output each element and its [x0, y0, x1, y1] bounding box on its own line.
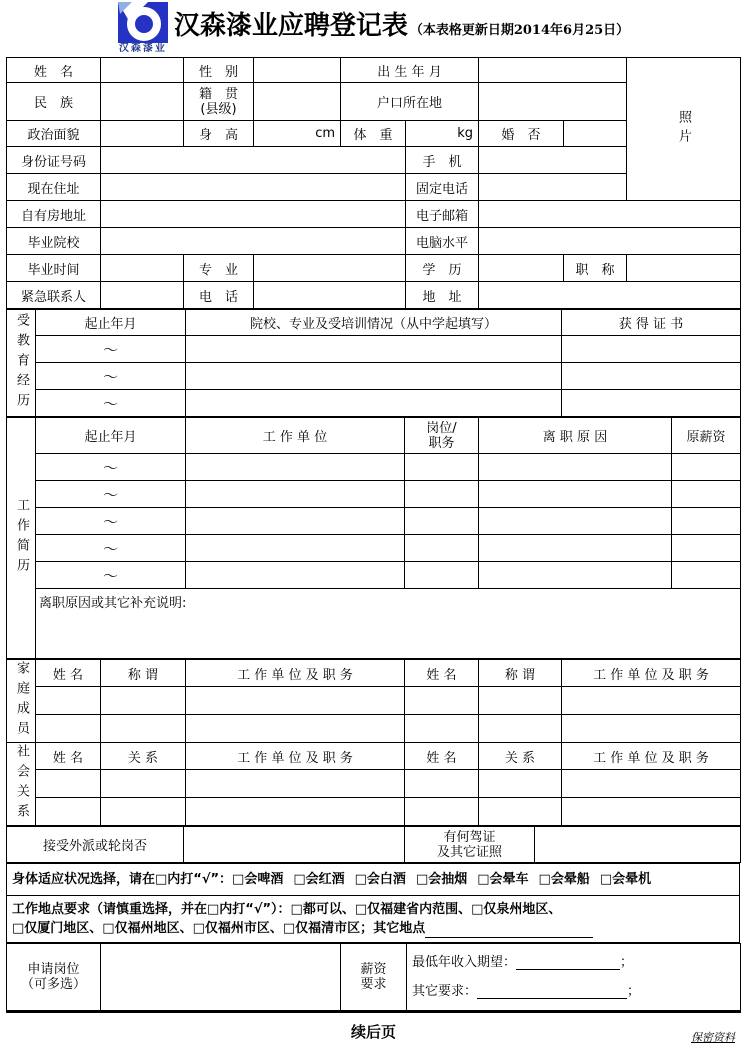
married-label: 婚 否: [479, 121, 564, 147]
work-salary-input[interactable]: [672, 481, 741, 508]
grad-time-input-cell[interactable]: [101, 255, 184, 282]
family-work-input[interactable]: [562, 715, 741, 743]
family-col-name: 姓 名: [405, 660, 479, 687]
work-position-input[interactable]: [405, 535, 479, 562]
degree-label: 学 历: [406, 255, 479, 282]
family-work-input[interactable]: [186, 715, 405, 743]
family-col-relation: 称 谓: [479, 660, 562, 687]
work-company-input[interactable]: [186, 535, 405, 562]
birth-input-cell[interactable]: [479, 58, 627, 83]
landline-label: 固定电话: [406, 174, 479, 201]
college-label: 毕业院校: [7, 228, 101, 255]
computer-skill-input-cell[interactable]: [479, 228, 741, 255]
photo-label: 照片: [676, 110, 691, 148]
form-header: [0, 0, 747, 57]
ethnicity-input-cell[interactable]: [101, 83, 184, 121]
id-number-label: 身份证号码: [7, 147, 101, 174]
checkbox-option[interactable]: □会晕车: [477, 872, 529, 887]
education-table: [6, 309, 741, 417]
dispatch-table: [6, 826, 741, 863]
social-col-work: 工 作 单 位 及 职 务: [562, 743, 741, 770]
license-input-cell[interactable]: [535, 827, 741, 863]
id-number-input-cell[interactable]: [101, 147, 406, 174]
current-address-label: 现在住址: [7, 174, 101, 201]
checkbox-option[interactable]: □仅福建省内范围、: [354, 902, 472, 917]
social-col-name: 姓 名: [36, 743, 101, 770]
min-income-suffix: ；: [620, 955, 634, 970]
birth-label: 出 生 年 月: [341, 58, 479, 83]
height-label: 身 高: [184, 121, 254, 147]
next-page-note: 续后页: [350, 1023, 396, 1041]
education-school-input[interactable]: [186, 363, 562, 390]
social-name-input[interactable]: [405, 798, 479, 826]
work-company-input[interactable]: [186, 562, 405, 589]
other-req-input[interactable]: [477, 984, 627, 999]
major-input-cell[interactable]: [254, 255, 406, 282]
work-salary-input[interactable]: [672, 454, 741, 481]
min-income-line: [412, 951, 737, 970]
work-reason-input[interactable]: [479, 535, 672, 562]
work-position-input[interactable]: [405, 454, 479, 481]
phone-label: 电 话: [184, 282, 254, 309]
family-relation-input[interactable]: [101, 687, 186, 715]
height-input-cell[interactable]: cm: [254, 121, 341, 147]
social-name-input[interactable]: [36, 798, 101, 826]
checkbox-option[interactable]: □会白酒: [354, 872, 406, 887]
other-req-label: 其它要求：: [412, 984, 478, 999]
social-work-input[interactable]: [562, 798, 741, 826]
work-position-input[interactable]: [405, 481, 479, 508]
prof-title-input-cell[interactable]: [627, 255, 741, 282]
education-cert-input[interactable]: [562, 363, 741, 390]
work-reason-input[interactable]: [479, 454, 672, 481]
education-school-input[interactable]: [186, 336, 562, 363]
family-col-relation: 称 谓: [101, 660, 186, 687]
education-col-cert: 获 得 证 书: [562, 310, 741, 336]
work-history-table: [6, 417, 741, 659]
work-section-label: 工作简历: [7, 418, 36, 659]
own-house-input-cell[interactable]: [101, 201, 406, 228]
work-reason-input[interactable]: [479, 481, 672, 508]
checkbox-option[interactable]: □仅福州市区、: [192, 921, 283, 936]
checkbox-option[interactable]: □仅福州地区、: [102, 921, 193, 936]
work-location-row: [7, 896, 740, 943]
confidential-note: 保密资料: [691, 1031, 735, 1044]
checkbox-option[interactable]: □会晕船: [538, 872, 590, 887]
email-input-cell[interactable]: [479, 201, 741, 228]
social-relation-input[interactable]: [101, 798, 186, 826]
social-work-input[interactable]: [186, 798, 405, 826]
family-relation-input[interactable]: [479, 687, 562, 715]
mobile-input-cell[interactable]: [479, 147, 627, 174]
work-position-input[interactable]: [405, 562, 479, 589]
work-reason-input[interactable]: [479, 562, 672, 589]
phone-input-cell[interactable]: [254, 282, 406, 309]
photo-box: [627, 58, 741, 201]
social-section-label: 社会关系: [7, 743, 36, 826]
education-period-input[interactable]: ～: [36, 363, 186, 390]
family-name-input[interactable]: [405, 715, 479, 743]
residence-label: 户口所在地: [341, 83, 479, 121]
application-table: [6, 943, 741, 1013]
checkbox-option[interactable]: □会啤酒: [232, 872, 284, 887]
emergency-contact-input-cell[interactable]: [101, 282, 184, 309]
other-req-suffix: ；: [627, 984, 641, 999]
family-name-input[interactable]: [36, 715, 101, 743]
checkbox-option[interactable]: □仅厦门地区、: [12, 921, 103, 936]
work-salary-input[interactable]: [672, 535, 741, 562]
social-relation-input[interactable]: [101, 770, 186, 798]
checkbox-option[interactable]: □都可以、: [290, 902, 355, 917]
family-work-input[interactable]: [562, 687, 741, 715]
position-input-cell[interactable]: [101, 944, 341, 1012]
work-period-input[interactable]: ～: [36, 481, 186, 508]
company-logo-text: 汉森漆业: [118, 43, 167, 54]
political-label: 政治面貌: [7, 121, 101, 147]
email-label: 电子邮箱: [406, 201, 479, 228]
family-name-input[interactable]: [405, 687, 479, 715]
family-name-input[interactable]: [36, 687, 101, 715]
work-period-input[interactable]: ～: [36, 454, 186, 481]
work-col-period: 起止年月: [36, 418, 186, 454]
basic-info-table: [6, 57, 741, 309]
name-input-cell[interactable]: [101, 58, 184, 83]
mobile-label: 手 机: [406, 147, 479, 174]
work-period-input[interactable]: ～: [36, 562, 186, 589]
landline-input-cell[interactable]: [479, 174, 627, 201]
political-input-cell[interactable]: [101, 121, 184, 147]
page-title-note: （本表格更新日期2014年6月25日）: [409, 23, 630, 38]
weight-label: 体 重: [341, 121, 406, 147]
residence-input-cell[interactable]: [479, 83, 627, 121]
family-relation-input[interactable]: [479, 715, 562, 743]
work-period-input[interactable]: ～: [36, 508, 186, 535]
checkbox-option[interactable]: □会晕机: [599, 872, 652, 887]
family-col-work: 工 作 单 位 及 职 务: [562, 660, 741, 687]
checkbox-option[interactable]: □会红酒: [293, 872, 345, 887]
education-cert-input[interactable]: [562, 336, 741, 363]
name-label: 姓 名: [7, 58, 101, 83]
checkbox-option[interactable]: □仅泉州地区、: [471, 902, 562, 917]
dispatch-input-cell[interactable]: [184, 827, 405, 863]
address-input-cell[interactable]: [479, 282, 741, 309]
social-name-input[interactable]: [36, 770, 101, 798]
education-section-label: 受教育经历: [7, 310, 36, 417]
other-location-label: 其它地点: [373, 921, 426, 936]
grad-time-label: 毕业时间: [7, 255, 101, 282]
work-col-reason: 离 职 原 因: [479, 418, 672, 454]
location-prefix: 工作地点要求（请慎重选择，并在□内打“√”）：: [12, 902, 291, 917]
weight-input-cell[interactable]: kg: [406, 121, 479, 147]
work-period-input[interactable]: ～: [36, 535, 186, 562]
work-company-input[interactable]: [186, 454, 405, 481]
work-location-line2: [12, 919, 734, 938]
gender-label: 性 别: [184, 58, 254, 83]
gender-input-cell[interactable]: [254, 58, 341, 83]
prof-title-label: 职 称: [564, 255, 627, 282]
education-period-input[interactable]: ～: [36, 390, 186, 417]
social-relation-input[interactable]: [479, 798, 562, 826]
checkbox-option[interactable]: □会抽烟: [415, 872, 468, 887]
major-label: 专 业: [184, 255, 254, 282]
education-col-school: 院校、专业及受培训情况（从中学起填写）: [186, 310, 562, 336]
social-work-input[interactable]: [186, 770, 405, 798]
origin-input-cell[interactable]: [254, 83, 341, 121]
work-reason-input[interactable]: [479, 508, 672, 535]
education-cert-input[interactable]: [562, 390, 741, 417]
work-col-position: 岗位/ 职务: [405, 418, 479, 454]
salary-label: 薪资 要求: [341, 944, 407, 1012]
work-remark-label: 离职原因或其它补充说明:: [39, 596, 187, 611]
checkbox-option[interactable]: □仅福清市区；: [282, 921, 374, 936]
social-name-input[interactable]: [405, 770, 479, 798]
license-label: 有何驾证 及其它证照: [405, 827, 535, 863]
education-col-period: 起止年月: [36, 310, 186, 336]
work-location-line1: [12, 900, 734, 919]
company-logo: [118, 2, 168, 54]
company-logo-icon: [118, 2, 168, 43]
work-company-input[interactable]: [186, 481, 405, 508]
physical-condition-table: [6, 863, 740, 943]
degree-input-cell[interactable]: [479, 255, 564, 282]
work-position-input[interactable]: [405, 508, 479, 535]
own-house-label: 自有房地址: [7, 201, 101, 228]
form-body: [6, 57, 740, 1013]
family-work-input[interactable]: [186, 687, 405, 715]
salary-requirement-cell: [407, 944, 741, 1012]
social-col-work: 工 作 单 位 及 职 务: [186, 743, 405, 770]
family-col-work: 工 作 单 位 及 职 务: [186, 660, 405, 687]
college-input-cell[interactable]: [101, 228, 406, 255]
education-school-input[interactable]: [186, 390, 562, 417]
social-col-relation: 关 系: [101, 743, 186, 770]
physical-condition-row: [7, 864, 740, 896]
computer-skill-label: 电脑水平: [406, 228, 479, 255]
form-footer: [0, 1021, 747, 1051]
position-label: 申请岗位 （可多选）: [7, 944, 101, 1012]
page-title: 汉森漆业应聘登记表: [173, 11, 408, 41]
education-period-input[interactable]: ～: [36, 336, 186, 363]
social-work-input[interactable]: [562, 770, 741, 798]
married-input-cell[interactable]: [564, 121, 627, 147]
min-income-label: 最低年收入期望：: [412, 955, 517, 970]
work-company-input[interactable]: [186, 508, 405, 535]
family-relation-input[interactable]: [101, 715, 186, 743]
social-col-name: 姓 名: [405, 743, 479, 770]
work-remark-cell[interactable]: [36, 589, 741, 659]
work-salary-input[interactable]: [672, 508, 741, 535]
work-col-company: 工 作 单 位: [186, 418, 405, 454]
social-col-relation: 关 系: [479, 743, 562, 770]
other-location-input[interactable]: [425, 923, 593, 938]
current-address-input-cell[interactable]: [101, 174, 406, 201]
family-section-label: 家庭成员: [7, 660, 36, 743]
work-col-salary: 原薪资: [672, 418, 741, 454]
ethnicity-label: 民 族: [7, 83, 101, 121]
other-req-line: [412, 980, 737, 999]
emergency-contact-label: 紧急联系人: [7, 282, 101, 309]
dispatch-label: 接受外派或轮岗否: [7, 827, 184, 863]
family-social-table: [6, 659, 741, 826]
physical-prefix: 身体适应状况选择，请在□内打“√”：: [12, 872, 233, 887]
min-income-input[interactable]: [516, 955, 620, 970]
social-relation-input[interactable]: [479, 770, 562, 798]
address-label: 地 址: [406, 282, 479, 309]
work-salary-input[interactable]: [672, 562, 741, 589]
family-col-name: 姓 名: [36, 660, 101, 687]
origin-label: 籍 贯 (县级): [184, 83, 254, 121]
